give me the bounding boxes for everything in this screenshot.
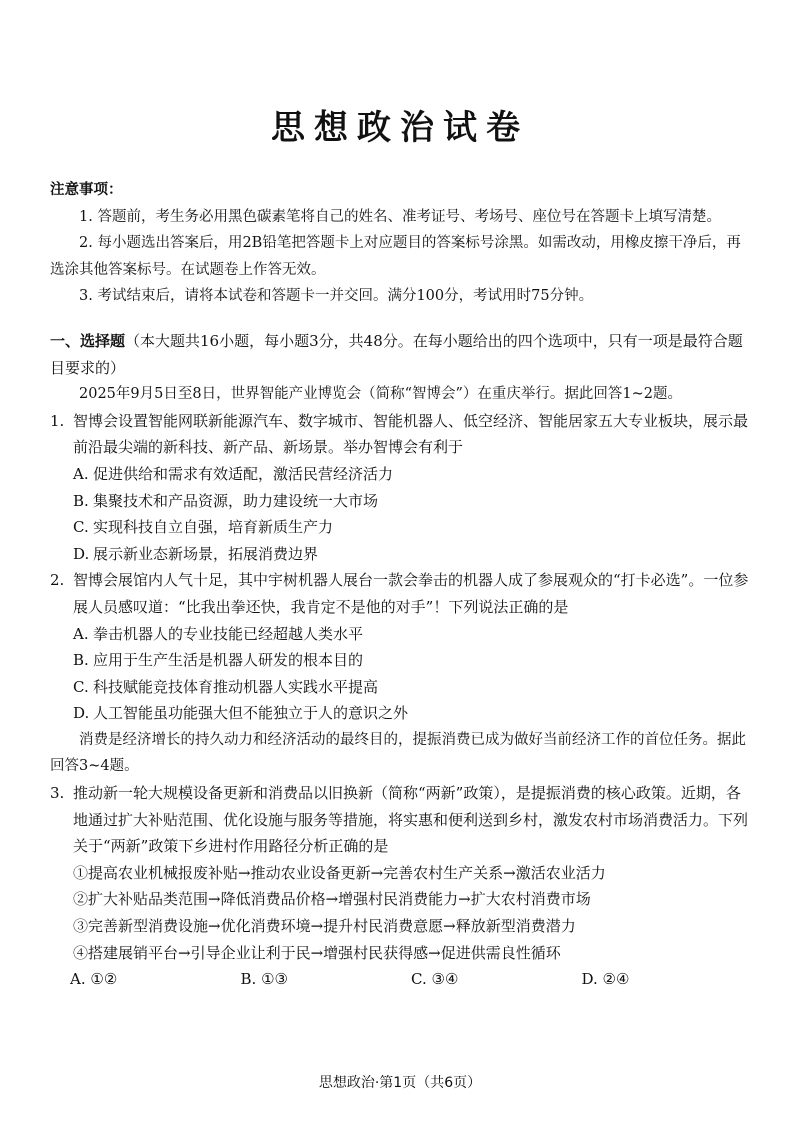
option-c: C. 科技赋能竞技体育推动机器人实践水平提高 bbox=[73, 677, 379, 696]
option-d: D. 人工智能虽功能强大但不能独立于人的意识之外 bbox=[73, 704, 409, 723]
page-title: 思想政治试卷 bbox=[271, 108, 529, 148]
option-d: D. ②④ bbox=[581, 970, 630, 989]
option-a: A. 促进供给和需求有效适配，激活民营经济活力 bbox=[73, 464, 394, 483]
option-b: B. ①③ bbox=[240, 970, 288, 989]
statement-item: ③完善新型消费设施→优化消费环境→提升村民消费意愿→释放新型消费潜力 bbox=[73, 917, 576, 936]
option-b: B. 应用于生产生活是机器人研发的根本目的 bbox=[73, 651, 364, 670]
notice-item: 1. 答题前，考生务必用黑色碳素笔将自己的姓名、准考证号、考场号、座位号在答题卡上填写清楚。 bbox=[79, 208, 721, 225]
question-number: 2. bbox=[50, 571, 65, 590]
statement-item: ④搭建展销平台→引导企业让利于民→增强村民获得感→促进供需良性循环 bbox=[73, 943, 561, 962]
question-number: 3. bbox=[50, 784, 65, 803]
option-c: C. 实现科技自立自强，培育新质生产力 bbox=[73, 518, 334, 537]
notice-section bbox=[50, 177, 752, 310]
section-label: 一、选择题 bbox=[50, 331, 126, 350]
question-3-options bbox=[50, 966, 752, 993]
question-number: 1. bbox=[50, 411, 65, 430]
question-2 bbox=[50, 567, 752, 620]
material-2: 消费是经济增长的持久动力和经济活动的最终目的，提振消费已成为做好当前经济工作的首位任务。据此回答3~4题。 bbox=[50, 731, 746, 775]
notice-item: 2. 每小题选出答案后，用2B铅笔把答题卡上对应题目的答案标号涂黑。如需改动，用橡皮擦干净后，再选涂其他答案标号。在试题卷上作答无效。 bbox=[50, 235, 741, 278]
question-stem: 智博会展馆内人气十足，其中宇树机器人展台一款会拳击的机器人成了参展观众的“打卡必选”。一位参展人员感叹道：“比我出拳还快，我肯定不是他的对手”！下列说法正确的是 bbox=[73, 571, 749, 616]
notice-item: 3. 考试结束后，请将本试卷和答题卡一并交回。满分100分，考试用时75分钟。 bbox=[79, 288, 594, 305]
statement-item: ②扩大补贴品类范围→降低消费品价格→增强村民消费能力→扩大农村消费市场 bbox=[73, 890, 591, 909]
question-3 bbox=[50, 780, 752, 860]
notice-heading: 注意事项： bbox=[50, 182, 123, 198]
section-desc: （本大题共16小题，每小题3分，共48分。在每小题给出的四个选项中，只有一项是最符合题目要求的） bbox=[50, 331, 743, 377]
question-stem: 推动新一轮大规模设备更新和消费品以旧换新（简称“两新”政策），是提振消费的核心政策。近期，各地通过扩大补贴范围、优化设施与服务等措施，将实惠和便利送到乡村，激发农村市场消费活力。下列关于“两新”政策下乡进村作用路径分析正确的是 bbox=[73, 784, 749, 856]
option-b: B. 集聚技术和产品资源，助力建设统一大市场 bbox=[73, 491, 379, 510]
content bbox=[50, 177, 752, 993]
statement-item: ①提高农业机械报废补贴→推动农业设备更新→完善农村生产关系→激活农业活力 bbox=[73, 863, 606, 882]
option-a: A. 拳击机器人的专业技能已经超越人类水平 bbox=[73, 624, 364, 643]
question-stem: 智博会设置智能网联新能源汽车、数字城市、智能机器人、低空经济、智能居家五大专业板块，展示最前沿最尖端的新科技、新产品、新场景。举办智博会有利于 bbox=[73, 411, 749, 457]
material-1: 2025年9月5日至8日，世界智能产业博览会（简称“智博会”）在重庆举行。据此回答1~2题。 bbox=[79, 386, 683, 403]
option-d: D. 展示新业态新场景，拓展消费边界 bbox=[73, 544, 319, 563]
option-a: A. ①② bbox=[70, 970, 118, 989]
option-c: C. ③④ bbox=[411, 970, 459, 989]
page-footer: 思想政治·第1页（共6页） bbox=[318, 1075, 482, 1091]
section-heading bbox=[50, 328, 752, 381]
question-1 bbox=[50, 408, 752, 461]
section-choice bbox=[50, 328, 752, 993]
